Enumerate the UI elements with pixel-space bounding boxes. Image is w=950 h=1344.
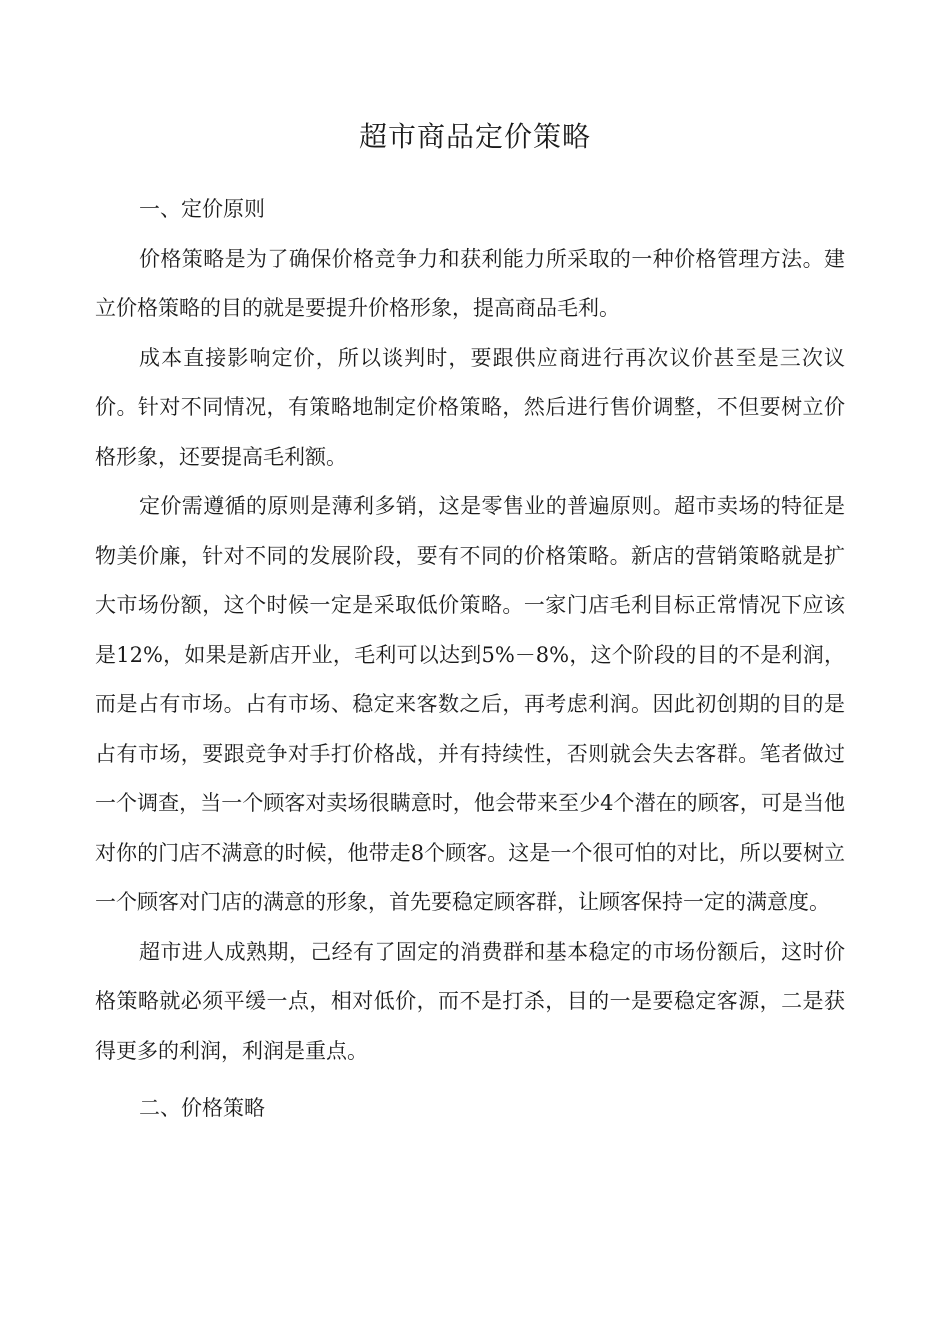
document-title: 超市商品定价策略 — [358, 120, 591, 153]
paragraph-cost-negotiation: 成本直接影响定价，所以谈判时，要跟供应商进行再次议价甚至是三次议价。针对不同情况，有策略地制定价格策略，然后进行售价调整，不但要树立价格形象，还要提高毛利额。 — [95, 345, 845, 469]
section-heading-principles: 一、定价原则 — [139, 197, 265, 221]
paragraph-maturity-stage: 超市进人成熟期，己经有了固定的消费群和基本稳定的市场份额后，这时价格策略就必须平缓一点，相对低价，而不是打杀，目的一是要稳定客源，二是获得更多的利润，利润是重点。 — [95, 939, 845, 1063]
paragraph-pricing-principles: 定价需遵循的原则是薄利多销，这是零售业的普遍原则。超市卖场的特征是物美价廉，针对不同的发展阶段，要有不同的价格策略。新店的营销策略就是扩大市场份额，这个时候一定是采取低价策略。一家门店毛利目标正常情况下应该是12%，如果是新店开业，毛利可以达到5%－8%，这个阶段的目的不是利润，而是占有市场。占有市场、稳定来客数之后，再考虑利润。因此初创期的目的是占有市场，要跟竞争对手打价格战，并有持续性，否则就会失去客群。笔者做过一个调查，当一个顾客对卖场很瞒意时，他会带来至少4个潜在的顾客，可是当他对你的门店不满意的时候，他带走8个顾客。这是一个很可怕的对比，所以要树立一个顾客对门店的满意的形象，首先要稳定顾客群，让顾客保持一定的满意度。 — [95, 494, 845, 914]
document-body — [95, 185, 845, 1134]
paragraph-price-strategy-definition: 价格策略是为了确保价格竞争力和获利能力所采取的一种价格管理方法。建立价格策略的目的就是要提升价格形象，提高商品毛利。 — [95, 246, 845, 320]
section-heading-strategy: 二、价格策略 — [139, 1096, 265, 1120]
